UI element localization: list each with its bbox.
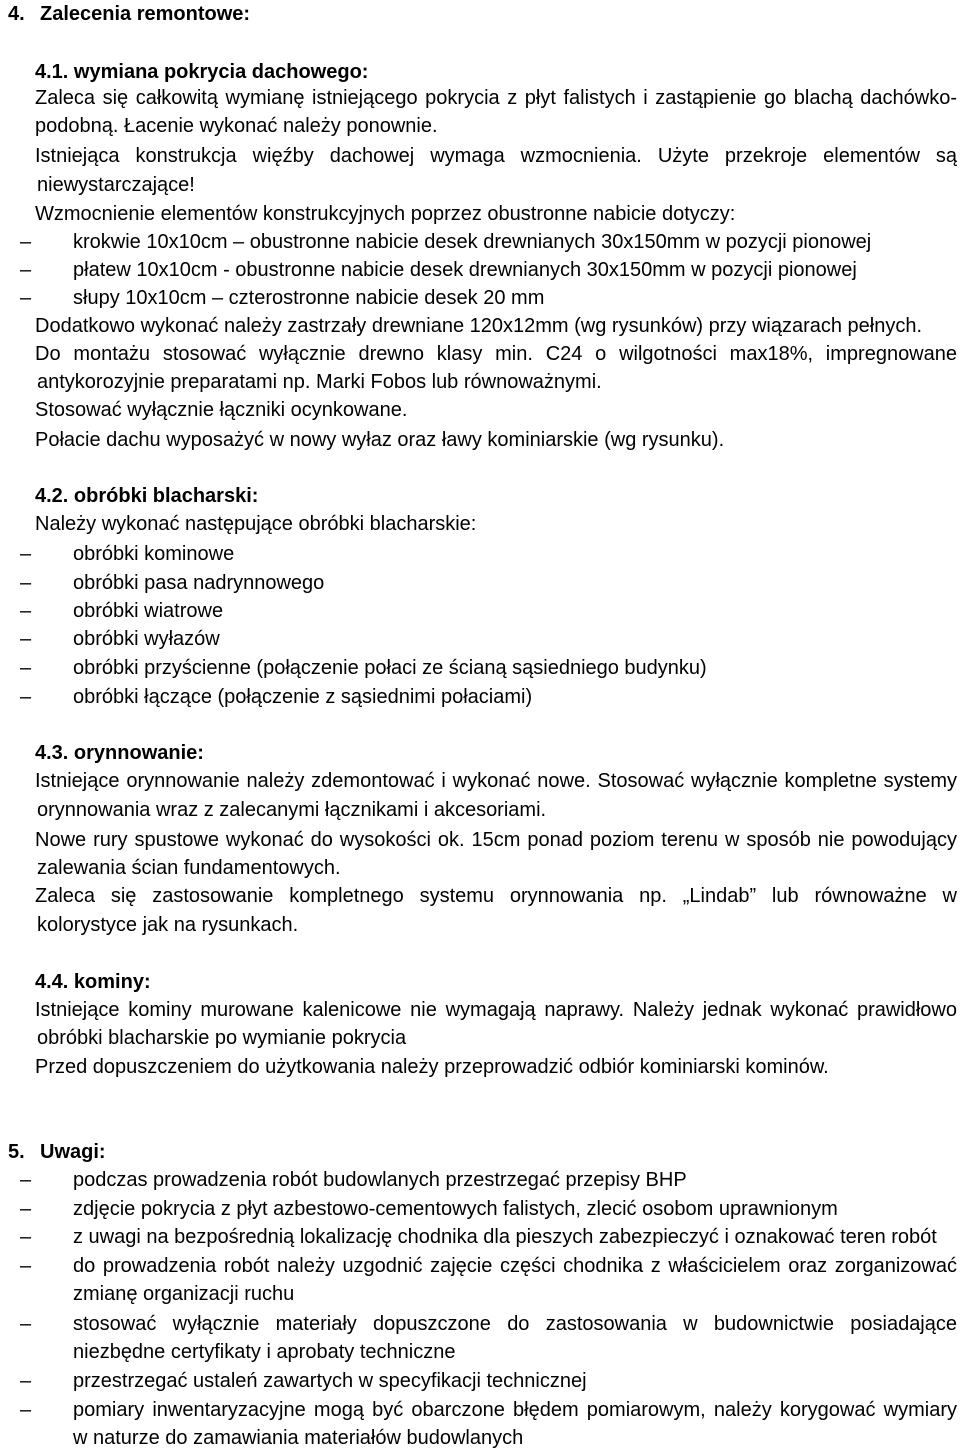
section-number: 5. xyxy=(8,1141,25,1163)
list-item: zdjęcie pokrycia z płyt azbestowo-cementowych falistych, zlecić osobom uprawnionym xyxy=(73,1198,838,1220)
subsection-heading-4-3 xyxy=(35,741,204,765)
paragraph-line: Nowe rury spustowe wykonać do wysokości ok. 15cm ponad poziom terenu w sposób nie powodujący xyxy=(35,829,957,851)
subsection-heading-4-4 xyxy=(35,970,151,994)
bullet-marker: – xyxy=(20,686,32,708)
list-item: słupy 10x10cm – czterostronne nabicie desek 20 mm xyxy=(73,287,545,309)
paragraph-line: kolorystyce jak na rysunkach. xyxy=(37,914,299,936)
subsection-title: wymiana pokrycia dachowego: xyxy=(73,61,369,83)
bullet-marker: – xyxy=(20,287,32,309)
subsection-number: 4.1. xyxy=(35,61,69,83)
list-item-continuation: zmianę organizacji ruchu xyxy=(73,1283,295,1305)
list-item: do prowadzenia robót należy uzgodnić zajęcie części chodnika z właścicielem oraz zorganizować xyxy=(73,1255,957,1277)
bullet-marker: – xyxy=(20,572,32,594)
list-item: obróbki pasa nadrynnowego xyxy=(73,572,325,594)
subsection-title: orynnowanie: xyxy=(73,742,204,764)
list-item: obróbki kominowe xyxy=(73,543,235,565)
paragraph-line: antykorozyjnie preparatami np. Marki Fobos lub równoważnymi. xyxy=(37,371,602,393)
paragraph-line: Istniejąca konstrukcja więźby dachowej wymaga wzmocnienia. Użyte przekroje elementów są xyxy=(35,145,957,167)
paragraph-line: Istniejące kominy murowane kalenicowe nie wymagają naprawy. Należy jednak wykonać prawidłowo xyxy=(35,999,957,1021)
list-item-continuation: w naturze do zamawiania materiałów budowlanych xyxy=(73,1427,524,1449)
list-item: obróbki łączące (połączenie z sąsiednimi połaciami) xyxy=(73,686,533,708)
list-item: obróbki przyścienne (połączenie połaci ze ścianą sąsiedniego budynku) xyxy=(73,657,707,679)
list-item: obróbki wyłazów xyxy=(73,628,220,650)
list-item: krokwie 10x10cm – obustronne nabicie desek drewnianych 30x150mm w pozycji pionowej xyxy=(73,231,872,253)
subsection-heading-4-2 xyxy=(35,484,258,508)
bullet-marker: – xyxy=(20,628,32,650)
list-item-continuation: niezbędne certyfikaty i aprobaty techniczne xyxy=(73,1341,456,1363)
subsection-number: 4.2. xyxy=(35,485,69,507)
subsection-title: obróbki blacharski: xyxy=(73,485,259,507)
bullet-marker: – xyxy=(20,1255,32,1277)
list-item: podczas prowadzenia robót budowlanych przestrzegać przepisy BHP xyxy=(73,1169,687,1191)
bullet-marker: – xyxy=(20,1313,32,1335)
section-number: 4. xyxy=(8,3,25,25)
paragraph-line: niewystarczające! xyxy=(37,174,195,196)
subsection-number: 4.4. xyxy=(35,971,69,993)
bullet-marker: – xyxy=(20,657,32,679)
list-item: stosować wyłącznie materiały dopuszczone do zastosowania w budownictwie posiadające xyxy=(73,1313,957,1335)
list-item: z uwagi na bezpośrednią lokalizację chodnika dla pieszych zabezpieczyć i oznakować teren robót xyxy=(73,1226,937,1248)
bullet-marker: – xyxy=(20,543,32,565)
bullet-marker: – xyxy=(20,259,32,281)
subsection-number: 4.3. xyxy=(35,742,69,764)
list-item: płatew 10x10cm - obustronne nabicie desek drewnianych 30x150mm w pozycji pionowej xyxy=(73,259,857,281)
bullet-marker: – xyxy=(20,1198,32,1220)
paragraph-line: zalewania ścian fundamentowych. xyxy=(37,857,341,879)
paragraph-line: Należy wykonać następujące obróbki blacharskie: xyxy=(35,513,477,535)
paragraph-line: Dodatkowo wykonać należy zastrzały drewniane 120x12mm (wg rysunków) przy wiązarach pełnych. xyxy=(35,315,923,337)
section-title: Uwagi: xyxy=(40,1141,106,1163)
paragraph-line: Istniejące orynnowanie należy zdemontować i wykonać nowe. Stosować wyłącznie kompletne systemy xyxy=(35,770,957,792)
bullet-marker: – xyxy=(20,1399,32,1421)
paragraph-line: Stosować wyłącznie łączniki ocynkowane. xyxy=(35,399,408,421)
paragraph-line: Połacie dachu wyposażyć w nowy wyłaz oraz ławy kominiarskie (wg rysunku). xyxy=(35,429,725,451)
paragraph-line: obróbki blacharskie po wymianie pokrycia xyxy=(37,1027,407,1049)
bullet-marker: – xyxy=(20,600,32,622)
paragraph-line: podobną. Łacenie wykonać należy ponownie. xyxy=(35,115,438,137)
paragraph-line: Zaleca się całkowitą wymianę istniejącego pokrycia z płyt falistych i zastąpienie go blachą dachówko- xyxy=(35,87,957,109)
subsection-title: kominy: xyxy=(73,971,151,993)
paragraph-line: Do montażu stosować wyłącznie drewno klasy min. C24 o wilgotności max18%, impregnowane xyxy=(35,343,957,365)
bullet-marker: – xyxy=(20,1169,32,1191)
list-item: pomiary inwentaryzacyjne mogą być obarczone błędem pomiarowym, należy korygować wymiary xyxy=(73,1399,957,1421)
section-title: Zalecenia remontowe: xyxy=(40,3,251,25)
list-item: obróbki wiatrowe xyxy=(73,600,224,622)
paragraph-line: Zaleca się zastosowanie kompletnego systemu orynnowania np. „Lindab” lub równoważne w xyxy=(35,885,957,907)
paragraph-line: Przed dopuszczeniem do użytkowania należy przeprowadzić odbiór kominiarski kominów. xyxy=(35,1056,829,1078)
list-item: przestrzegać ustaleń zawartych w specyfikacji technicznej xyxy=(73,1370,587,1392)
bullet-marker: – xyxy=(20,231,32,253)
paragraph-line: Wzmocnienie elementów konstrukcyjnych poprzez obustronne nabicie dotyczy: xyxy=(35,203,736,225)
bullet-marker: – xyxy=(20,1226,32,1248)
paragraph-line: orynnowania wraz z zalecanymi łącznikami i akcesoriami. xyxy=(37,799,547,821)
subsection-heading-4-1 xyxy=(35,60,368,84)
bullet-marker: – xyxy=(20,1370,32,1392)
